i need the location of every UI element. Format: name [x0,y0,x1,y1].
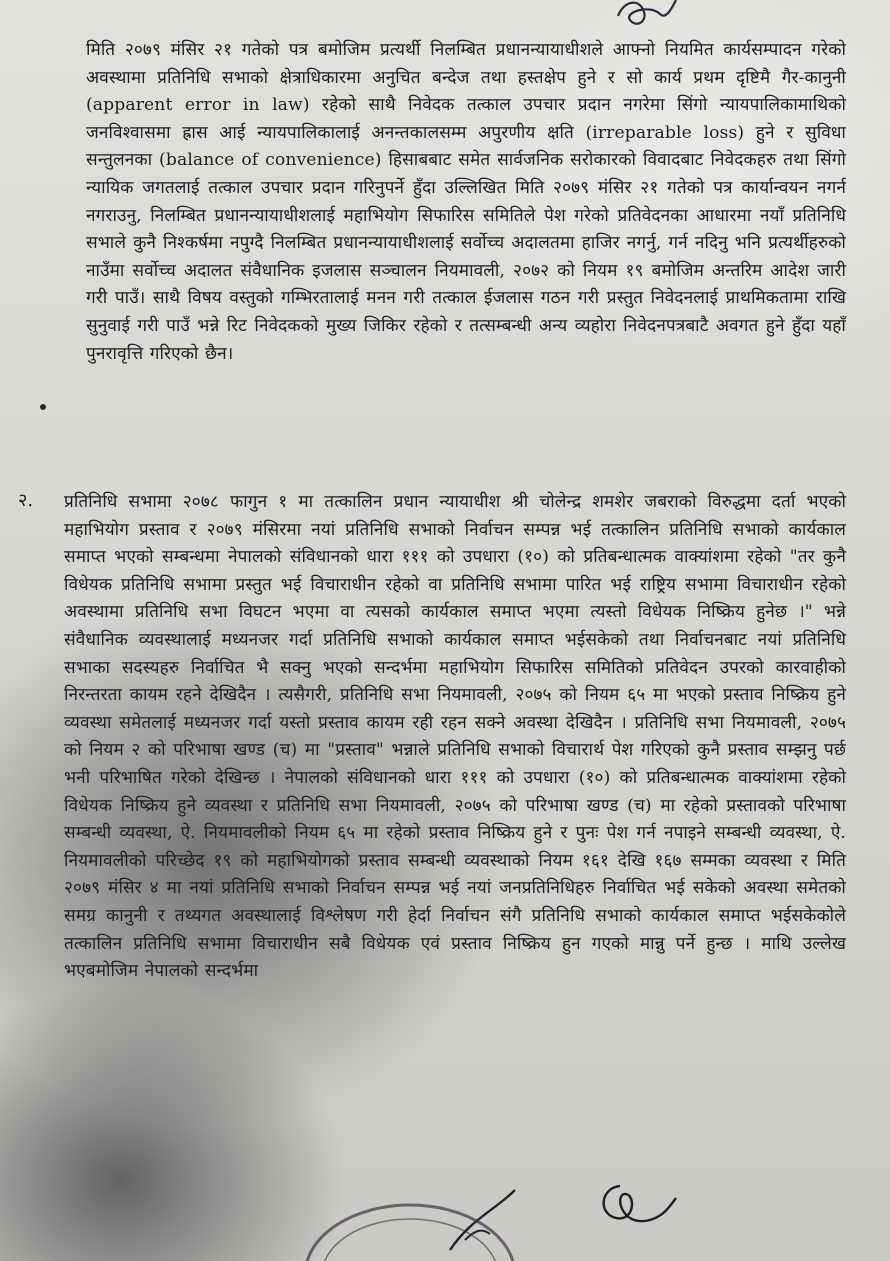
signature-mark-icon [590,1176,680,1236]
official-stamp-icon [300,1180,520,1261]
margin-dot [40,404,46,410]
paragraph-2: प्रतिनिधि सभामा २०७८ फागुन १ मा तत्कालिन प्रधान न्यायाधीश श्री चोलेन्द्र शमशेर जबराको विरुद्धमा दर्ता भएको महाभियोग प्रस्ताव र २०७९ मंसिरमा नयां प्रतिनिधि सभाको निर्वाचन सम्पन्न भई तत्कालिन प्रतिनिधि सभाको कार्यकाल समाप्त भएको सम्बन्धमा नेपालको संविधानको धारा १११ को उपधारा (१०) को प्रतिबन्धात्मक वाक्यांशमा रहेको "तर कुनै विधेयक प्रतिनिधि सभामा प्रस्तुत भई विचाराधीन रहेको वा प्रतिनिधि सभामा पारित भई राष्ट्रिय सभामा विचाराधीन रहेको अवस्थामा प्रतिनिधि सभा विघटन भएमा वा त्यसको कार्यकाल समाप्त भएमा त्यस्तो विधेयक निष्क्रिय हुनेछ ।" भन्ने संवैधानिक व्यवस्थालाई मध्यनजर गर्दा प्रतिनिधि सभाको कार्यकाल समाप्त भईसकेको तथा निर्वाचनबाट नयां प्रतिनिधि सभाका सदस्यहरु निर्वाचित भै सक्नु भएको सन्दर्भमा महाभियोग सिफारिस समितिको प्रतिवेदन उपरको कारवाहीको निरन्तरता कायम रहने देखिदैन । त्यसैगरी, प्रतिनिधि सभा नियमावली, २०७५ को नियम ६५ मा भएको प्रस्ताव निष्क्रिय हुने व्यवस्था समेतलाई मध्यनजर गर्दा यस्तो प्रस्ताव कायम रही रहन सक्ने अवस्था देखिदैन । प्रतिनिधि सभा नियमावली, २०७५ को नियम २ को परिभाषा खण्ड (च) मा "प्रस्ताव" भन्नाले प्रतिनिधि सभाको विचारार्थ पेश गरिएको कुनै प्रस्ताव सम्झनु पर्छ भनी परिभाषित गरेको देखिन्छ । नेपालको संविधानको धारा १११ को उपधारा (१०) को प्रतिबन्धात्मक वाक्यांशमा रहेको विधेयक निष्क्रिय हुने व्यवस्था र प्रतिनिधि सभा नियमावली, २०७५ को परिभाषा खण्ड (च) मा रहेको प्रस्तावको परिभाषा सम्बन्धी व्यवस्था, ऐ. नियमावलीको नियम ६५ मा रहेको प्रस्ताव निष्क्रिय हुने र पुनः पेश गर्न नपाइने सम्बन्धी व्यवस्था, ऐ. नियमावलीको परिच्छेद १९ को महाभियोगको प्रस्ताव सम्बन्धी व्यवस्थाको नियम १६१ देखि १६७ सम्मका व्यवस्था र मिति २०७९ मंसिर ४ मा नयां प्रतिनिधि सभाको निर्वाचन सम्पन्न भई नयां जनप्रतिनिधिहरु निर्वाचित भई सकेको अवस्था समेतको समग्र कानुनी र तथ्यगत अवस्थालाई विश्लेषण गरी हेर्दा निर्वाचन संगै प्रतिनिधि सभाको कार्यकाल समाप्त भईसकेकोले तत्कालिन प्रतिनिधि सभामा विचाराधीन सबै विधेयक एवं प्रस्ताव निष्क्रिय हुन गएको मान्नु पर्ने हुन्छ । माथि उल्लेख भएबमोजिम नेपालको सन्दर्भमा [64,492,846,982]
paragraph-1: मिति २०७९ मंसिर २१ गतेको पत्र बमोजिम प्रत्यर्थी निलम्बित प्रधानन्यायाधीशले आफ्नो नियमित कार्यसम्पादन गरेको अवस्थामा प्रतिनिधि सभाको क्षेत्राधिकारमा अनुचित बन्देज तथा हस्तक्षेप हुने र सो कार्य प्रथम दृष्टिमै गैर-कानुनी (apparent error in law) रहेको साथै निवेदक तत्काल उपचार प्रदान नगरेमा सिंगो न्यायपालिकामाथिको जनविश्वासमा ह्रास आई न्यायपालिकालाई अनन्तकालसम्म अपुरणीय क्षति (irreparable loss) हुने र सुविधा सन्तुलनका (balance of convenience) हिसाबबाट समेत सार्वजनिक सरोकारको विवादबाट निवेदकहरु तथा सिंगो न्यायिक जगतलाई तत्काल उपचार प्रदान गरिनुपर्ने हुँदा उल्लिखित मिति २०७९ मंसिर २१ गतेको पत्र कार्यान्वयन नगर्न नगराउनु, निलम्बित प्रधानन्यायाधीशलाई महाभियोग सिफारिस समितिले पेश गरेको प्रतिवेदनका आधारमा नयाँ प्रतिनिधि सभाले कुनै निश्कर्षमा नपुग्दै निलम्बित प्रधानन्यायाधीशलाई सर्वोच्च अदालतमा हाजिर नगर्नु, गर्न नदिनु भनि प्रत्यर्थीहरुको नाउँमा सर्वोच्च अदालत संवैधानिक इजलास सञ्चालन नियमावली, २०७२ को नियम १९ बमोजिम अन्तरिम आदेश जारी गरी पाउँ। साथै विषय वस्तुको गम्भिरतालाई मनन गरी तत्काल ईजलास गठन गरी प्रस्तुत निवेदनलाई प्राथमिकतामा राखि सुनुवाई गरी पाउँ भन्ने रिट निवेदकको मुख्य जिकिर रहेको र तत्सम्बन्धी अन्य व्यहोरा निवेदनपत्रबाटै अवगत हुने हुँदा यहाँ पुनरावृत्ति गरिएको छैन। [86,40,846,364]
paragraph-2-number: २. [18,490,34,511]
initial-mark-icon [610,0,680,30]
